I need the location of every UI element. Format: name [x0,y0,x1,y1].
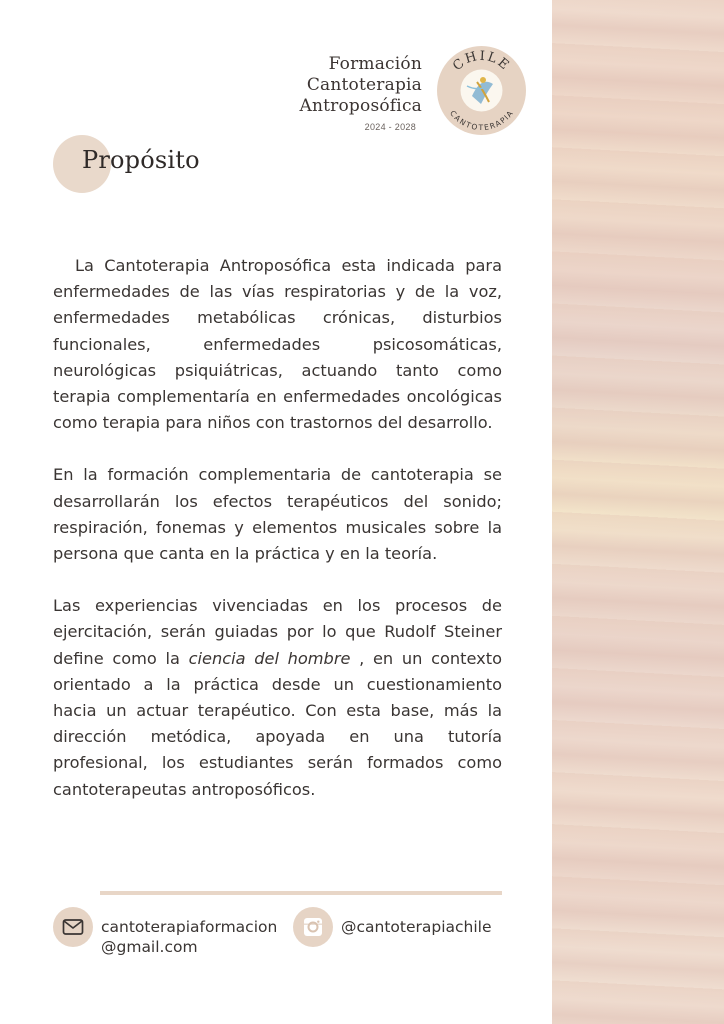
paragraph-3-start: Las experiencias vivenciadas en los procesos de ejercitación, serán guiadas por lo que Rudolf Steiner define como la [53,596,502,668]
logo-emblem [437,46,526,135]
body-text [53,253,502,829]
brand-line-3: Antroposófica [299,96,422,116]
email-link[interactable] [101,917,277,957]
brand-title [300,54,422,132]
email-line-2: @gmail.com [101,938,198,956]
brand-line-1: Formación [328,54,422,74]
logo-bottom-text: CANTOTERAPIA [448,108,515,133]
brand-years: 2024 - 2028 [364,122,416,132]
paragraph-3-end: , en un contexto orientado a la práctica desde un cuestionamiento hacia un actuar terapéutico. Con esta base, más la dirección metódica, apoyada en una tutoría profesional, los estudiantes serán formados como cantoterapeutas antroposóficos. [53,648,502,799]
paragraph-3 [53,593,502,803]
instagram-icon [293,907,333,947]
instagram-icon-badge[interactable] [293,907,333,947]
watercolor-strip [552,0,724,1024]
page-title: Propósito [82,146,200,174]
brand-line-2: Cantoterapia [306,75,422,95]
logo [437,46,526,135]
paragraph-3-emphasis: ciencia del hombre [188,648,351,668]
divider [100,891,502,895]
instagram-handle[interactable]: @cantoterapiachile [341,918,492,936]
logo-top-text: CHILE [450,48,513,75]
email-line-1: cantoterapiaformacion [101,918,278,936]
email-icon-badge[interactable] [53,907,93,947]
paragraph-2: En la formación complementaria de cantoterapia se desarrollarán los efectos terapéuticos del sonido; respiración, fonemas y elementos musicales sobre la persona que canta en la práctica y en la teoría. [53,465,502,564]
paragraph-1: La Cantoterapia Antroposófica esta indicada para enfermedades de las vías respiratorias y de la voz, enfermedades metabólicas crónicas, disturbios funcionales, enfermedades psicosomáticas, neurológicas psiquiátricas, actuando tanto como terapia complementaría en enfermedades oncológicas como terapia para niños con trastornos del desarrollo. [53,256,502,433]
mail-icon [53,907,93,947]
